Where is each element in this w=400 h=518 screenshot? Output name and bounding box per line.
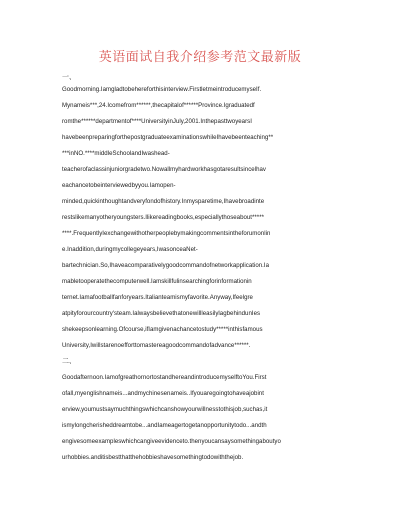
paragraph-line: shekeepsonlearning.Ofcourse,ifIamgivenachancetostudy*****inthisfamous xyxy=(62,326,263,333)
paragraph-line: ****.FrequentlyIexchangewithotherpeoplebymakingcommentsintheforumonlin xyxy=(62,230,271,237)
paragraph-line: Mynameis***,24.Icomefrom******,thecapitalof******Province.Igraduatedf xyxy=(62,102,255,109)
paragraph-line: ***inNO.****middleSchoolandIwashead- xyxy=(62,150,170,157)
paragraph-line: atpityforourcountry'steam.IalwaysbelievethatonewillleasilylagbehindunIes xyxy=(62,310,261,317)
paragraph-line: Goodafternoon.IamofgreathornortostandhereandintroducemyselftoYou.First xyxy=(62,374,267,381)
paragraph-line: restslikemanyotheryoungsters.Ilikereadingbooks,especiallythoseabout***** xyxy=(62,214,264,221)
paragraph-line: eachancetobeinterviewedbyyou.Iamopen- xyxy=(62,182,176,189)
paragraph-line: Goodmorning.Iamgladtobehereforthisinterview.FirstletmeintroducemyseIf. xyxy=(62,86,262,93)
paragraph-line: University,Iwillstarenoefforttomastereagoodcommandofadvance******. xyxy=(62,342,251,349)
paragraph-line: ofall,myenglishnameis...andmychinesenameis..Ifyouaregoingtohaveajobint xyxy=(62,390,264,397)
section-marker-2: 二、 xyxy=(62,357,76,365)
paragraph-line: havebeenpreparingforthepostgraduateexaminationswhileIhavebeenteaching** xyxy=(62,134,274,141)
paragraph-line: romthe******departmentof****UniversityinJuly,2001.InthepasttwoyearsI xyxy=(62,118,252,125)
paragraph-line: ismylongcherisheddreamtobe...andIameagertogetanopportunitytodo...andth xyxy=(62,422,267,429)
paragraph-line: mabletooperatethecomputerwell.Iamskillfulinsearchingforinformationin xyxy=(62,278,252,285)
document-title: 英语面试自我介绍参考范文最新版 xyxy=(98,50,302,65)
paragraph-line: bartechnician.So,Ihaveacomparativelygoodcommandofnetworkapplication.Ia xyxy=(62,262,270,269)
paragraph-line: ternet.Iamafootballfanforyears.Italianteamismyfavorite.Anyway,Ifeelgre xyxy=(62,294,253,301)
section-marker-1: 一、 xyxy=(62,73,76,81)
paragraph-line: engivesomeexampleswhichcangiveevidenceto.thenyoucansaysomethingaboutyo xyxy=(62,438,281,445)
paragraph-line: urhobbies.anditisbestthatthehobbieshavesomethingtodowiththejob. xyxy=(62,454,244,461)
paragraph-line: e.Inaddition,duringmycollegeyears,IwasonceaNet- xyxy=(62,246,198,253)
paragraph-line: teacherofaclassinjuniorgradetwo.Nowallmyhardworkhasgotaresultsincelhav xyxy=(62,166,266,173)
paragraph-line: minded,quickinthoughtandveryfondofhistory.Inmysparetime,Ihavebroadinte xyxy=(62,198,265,205)
paragraph-line: erview,youmustsaymuchthingswhichcanshowyourwillnesstothisjob,suchas,it xyxy=(62,406,268,413)
